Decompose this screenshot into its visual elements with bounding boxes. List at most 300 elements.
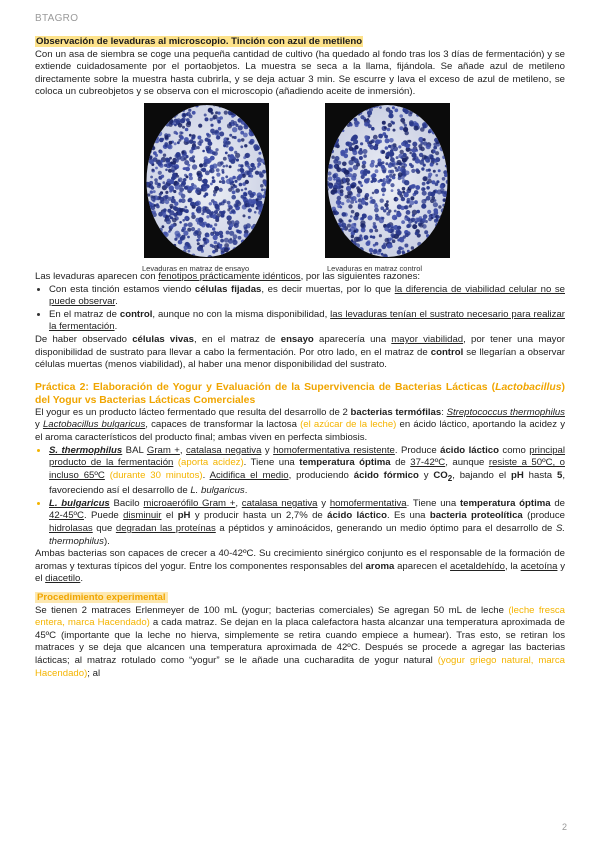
yeast-cell [371, 127, 375, 131]
yeast-cell [258, 152, 261, 155]
yeast-cell [206, 215, 209, 218]
yeast-cell [371, 180, 374, 183]
yeast-cell [209, 224, 212, 227]
yeast-cell [193, 146, 197, 150]
yeast-cell [394, 166, 397, 169]
yeast-cell [347, 224, 351, 228]
yeast-cell [161, 160, 164, 163]
yeast-cell [229, 146, 234, 151]
yeast-cell [436, 163, 439, 166]
yeast-cell [161, 138, 164, 141]
yeast-cell [199, 174, 203, 178]
yeast-cell [349, 123, 352, 126]
yeast-cell [350, 215, 353, 218]
yeast-cell [204, 113, 207, 116]
yeast-cell [398, 172, 403, 177]
yeast-cell [178, 123, 183, 128]
yeast-cell [393, 173, 396, 176]
yeast-cell [232, 190, 236, 194]
yeast-cell [203, 195, 206, 198]
yeast-cell [159, 150, 163, 154]
yeast-cell [382, 193, 385, 196]
yeast-cell [219, 180, 222, 183]
yeast-cell [372, 192, 375, 195]
yeast-cell [359, 156, 363, 160]
yeast-cell [197, 172, 200, 175]
yeast-cell [398, 145, 401, 148]
yeast-cell [360, 142, 363, 145]
yeast-cell [226, 137, 229, 140]
yeast-cell [405, 156, 408, 159]
yeast-cell [197, 242, 200, 245]
yeast-cell [232, 127, 237, 132]
yeast-cell [189, 149, 193, 153]
yeast-cell [178, 191, 182, 195]
yeast-cell [172, 218, 177, 223]
yeast-cell [216, 168, 220, 172]
yeast-cell [240, 164, 243, 167]
yeast-cell [373, 174, 377, 178]
yeast-cell [337, 161, 341, 165]
yeast-cell [346, 142, 350, 146]
yeast-cell [187, 164, 190, 167]
yeast-cell [189, 140, 193, 144]
yeast-cell [415, 158, 420, 163]
yeast-cell [171, 198, 176, 203]
yeast-cell [414, 200, 418, 204]
yeast-cell [260, 195, 263, 198]
yeast-cell [342, 212, 347, 217]
yeast-cell [210, 182, 213, 185]
yeast-cell [410, 164, 414, 168]
yeast-cell [166, 158, 171, 163]
yeast-cell [175, 132, 178, 135]
yeast-cell [373, 135, 378, 140]
subheading: Procedimiento experimental [37, 591, 166, 603]
yeast-cell [383, 180, 387, 184]
paragraph: Las levaduras aparecen con fenotipos prácticamente idénticos, por las siguientes razones: [35, 270, 421, 282]
yeast-cell [402, 169, 406, 173]
yeast-cell [161, 200, 165, 204]
yeast-cell [245, 180, 249, 184]
yeast-cell [214, 241, 218, 245]
yeast-cell [213, 193, 216, 196]
yeast-cell [404, 243, 408, 247]
yeast-cell [211, 112, 214, 115]
yeast-cell [349, 146, 354, 151]
yeast-cell [192, 202, 196, 206]
yeast-cell [384, 135, 388, 139]
yeast-cell [381, 187, 386, 192]
yeast-cell [390, 183, 394, 187]
yeast-cell [212, 227, 215, 230]
yeast-cell [395, 229, 400, 234]
yeast-cell [208, 141, 213, 146]
yeast-cell [422, 182, 426, 186]
yeast-cell [231, 209, 235, 213]
yeast-cell [374, 189, 379, 194]
yeast-cell [232, 136, 235, 139]
yeast-cell [337, 204, 341, 208]
yeast-cell [444, 173, 448, 177]
yeast-cell [243, 156, 246, 159]
yeast-cell [365, 138, 369, 142]
yeast-cell [433, 146, 437, 150]
yeast-cell [427, 210, 431, 214]
figure-caption: Levaduras en matraz control [327, 263, 423, 273]
yeast-cell [196, 200, 201, 205]
yeast-cell [375, 242, 379, 246]
yeast-cell [212, 151, 216, 155]
yeast-cell [150, 190, 153, 193]
yeast-cell [241, 189, 244, 192]
yeast-cell [177, 141, 180, 144]
yeast-cell [345, 148, 348, 151]
yeast-cell [198, 124, 202, 128]
yeast-cell [164, 135, 168, 139]
yeast-cell [175, 184, 180, 189]
yeast-cell [386, 207, 389, 210]
yeast-cell [197, 135, 201, 139]
yeast-cell [414, 126, 419, 131]
yeast-cell [221, 180, 225, 184]
yeast-cell [420, 147, 424, 151]
yeast-cell [442, 177, 446, 181]
yeast-cell [385, 138, 390, 143]
yeast-cell [217, 120, 221, 124]
yeast-cell [348, 219, 351, 222]
yeast-cell [354, 118, 358, 122]
yeast-cell [407, 223, 411, 227]
yeast-cell [197, 141, 201, 145]
yeast-cell [243, 133, 248, 138]
yeast-cell [211, 233, 214, 236]
yeast-cell [219, 244, 222, 247]
yeast-cell [229, 165, 232, 168]
yeast-cell [197, 234, 201, 238]
yeast-cell [223, 199, 227, 203]
yeast-cell [362, 161, 366, 165]
yeast-cell [422, 191, 427, 196]
yeast-cell [375, 139, 380, 144]
yeast-cell [358, 198, 362, 202]
yeast-cell [401, 220, 405, 224]
yeast-cell [172, 173, 176, 177]
yeast-cell [389, 138, 394, 143]
yeast-cell [189, 114, 193, 118]
yeast-cell [204, 156, 208, 160]
yeast-cell [202, 168, 207, 173]
yeast-cell [261, 188, 264, 191]
yeast-cell [179, 199, 182, 202]
yeast-cell [396, 212, 401, 217]
yeast-cell [331, 155, 334, 158]
yeast-cell [346, 199, 350, 203]
yeast-cell [332, 174, 336, 178]
yeast-cell [201, 212, 204, 215]
yeast-cell [415, 232, 419, 236]
yeast-cell [180, 156, 185, 161]
yeast-cell [212, 163, 217, 168]
yeast-cell [189, 157, 194, 162]
yeast-cell [174, 238, 177, 241]
yeast-cell [173, 206, 177, 210]
yeast-cell [389, 110, 393, 114]
yeast-cell [385, 146, 389, 150]
yeast-cell [365, 202, 369, 206]
yeast-cell [164, 142, 168, 146]
yeast-cell [379, 106, 382, 109]
yeast-cell [412, 214, 415, 217]
yeast-cell [400, 206, 404, 210]
yeast-cell [394, 210, 397, 213]
yeast-cell [164, 164, 167, 167]
yeast-cell [411, 246, 414, 249]
yeast-cell [341, 223, 346, 228]
list-item: • En el matraz de control, aunque no con la misma disponibilidad, las levaduras tenían el sustrato necesario para realizar la fermentación. [49, 309, 565, 334]
yeast-cell [348, 229, 351, 232]
yeast-cell [238, 125, 243, 130]
yeast-cell [229, 134, 232, 137]
yeast-cell [217, 161, 222, 166]
yeast-cell [337, 196, 342, 201]
yeast-cell [391, 189, 394, 192]
yeast-cell [425, 159, 428, 162]
yeast-cell [434, 160, 437, 163]
yeast-cell [356, 163, 360, 167]
yeast-cell [386, 223, 391, 228]
yeast-cell [426, 144, 431, 149]
yeast-cell [414, 190, 419, 195]
yeast-cell [358, 205, 363, 210]
yeast-cell [235, 188, 240, 193]
yeast-cell [435, 215, 438, 218]
yeast-cell [180, 235, 185, 240]
yeast-cell [192, 111, 196, 115]
yeast-cell [388, 163, 392, 167]
yeast-cell [428, 175, 432, 179]
yeast-cell [329, 185, 333, 189]
yeast-cell [336, 144, 340, 148]
yeast-cell [390, 170, 394, 174]
yeast-cell [215, 216, 219, 220]
yeast-cell [241, 138, 245, 142]
yeast-cell [184, 137, 189, 142]
yeast-cell [185, 167, 190, 172]
yeast-cell [245, 161, 249, 165]
yeast-cell [251, 199, 256, 204]
yeast-cell [440, 188, 444, 192]
yeast-cell [399, 114, 403, 118]
yeast-cell [366, 241, 371, 246]
yeast-cell [383, 242, 386, 245]
yeast-cell [162, 181, 165, 184]
yeast-cell [226, 215, 231, 220]
yeast-cell [347, 190, 352, 195]
yeast-cell [342, 161, 347, 166]
yeast-cell [231, 186, 234, 189]
yeast-cell [262, 170, 266, 174]
yeast-cell [203, 162, 208, 167]
yeast-cell [415, 168, 419, 172]
yeast-cell [181, 181, 186, 186]
yeast-cell [363, 154, 367, 158]
yeast-cell [187, 236, 190, 239]
yeast-cell [438, 169, 441, 172]
yeast-cell [395, 217, 398, 220]
yeast-cell [155, 167, 158, 170]
yeast-cell [241, 195, 245, 199]
yeast-cell [182, 151, 185, 154]
yeast-cell [404, 124, 407, 127]
yeast-cell [257, 202, 262, 207]
micrograph-control [325, 103, 450, 258]
yeast-cell [238, 236, 242, 240]
yeast-cell [225, 151, 228, 154]
yeast-cell [257, 162, 261, 166]
yeast-cell [336, 200, 341, 205]
yeast-cell [369, 229, 373, 233]
yeast-cell [221, 177, 225, 181]
yeast-cell [153, 151, 157, 155]
yeast-cell [332, 188, 337, 193]
yeast-cell [404, 216, 409, 221]
yeast-cell [173, 190, 176, 193]
yeast-cell [409, 200, 414, 205]
yeast-cell [182, 117, 186, 121]
yeast-cell [192, 164, 197, 169]
yeast-cell [212, 179, 216, 183]
yeast-cell [219, 211, 222, 214]
yeast-cell [209, 212, 213, 216]
yeast-cell [433, 150, 436, 153]
yeast-cell [211, 199, 215, 203]
yeast-cell [163, 214, 166, 217]
yeast-cell [184, 206, 187, 209]
yeast-cell [343, 179, 346, 182]
yeast-cell [228, 204, 231, 207]
yeast-cell [169, 229, 172, 232]
yeast-cell [216, 135, 220, 139]
paragraph: Con un asa de siembra se coge una pequeña cantidad de cultivo (ha quedado al fondo tras los 3 días de fermentación) y se extiende cuidadosamente por el portaobjetos. La muestra se seca a la llama, fijándola. Se añade azul de metileno directamente sobre la muestra hasta cubrirla, y se deja actuar 3 min. Se escurre y lava el exceso de azul de metileno, se coloca un cubreobjetos y se observa con el microscopio (añadiendo aceite de inmersión). [35, 48, 565, 98]
yeast-cell [421, 158, 424, 161]
yeast-cell [194, 230, 198, 234]
yeast-cell [154, 178, 158, 182]
yeast-cell [173, 213, 177, 217]
yeast-cell [243, 224, 247, 228]
paragraph: Ambas bacterias son capaces de crecer a 40-42ºC. Su crecimiento sinérgico conjunto es el responsable de la formación de aromas y texturas típicos del yogur. Entre los componentes responsables del aroma aparecen el acetaldehído, la acetoína y el diacetilo. [35, 548, 566, 585]
yeast-cell [156, 203, 159, 206]
yeast-cell [397, 250, 402, 255]
yeast-cell [409, 152, 412, 155]
yeast-cell [245, 170, 250, 175]
yeast-cell [409, 120, 414, 125]
yeast-cell [358, 181, 362, 185]
yeast-cell [216, 172, 220, 176]
section-title: Observación de levaduras al microscopio. Tinción con azul de metileno [36, 36, 363, 47]
yeast-cell [402, 162, 405, 165]
yeast-cell [235, 153, 240, 158]
yeast-cell [236, 158, 239, 161]
yeast-cell [152, 210, 156, 214]
paragraph: El yogur es un producto lácteo fermentado que resulta del desarrollo de 2 bacterias termófilas: Streptococcus thermophilus y Lactobacillus bulgaricus, capaces de transformar la lactosa (el azúcar de la leche) en ácido láctico, aportando la acidez y el aroma característicos del producto final; ambas viven en perfecta simbiosis. [35, 406, 566, 443]
yeast-cell [353, 139, 358, 144]
yeast-cell [175, 231, 180, 236]
yeast-cell [426, 186, 430, 190]
yeast-cell [356, 229, 359, 232]
yeast-cell [215, 204, 220, 209]
yeast-cell [210, 118, 213, 121]
paragraph: Se tienen 2 matraces Erlenmeyer de 100 mL (yogur; bacterias comerciales) Se agregan 50 mL de leche (leche fresca entera, marca Hacendado) a cada matraz. Se dejan en la placa calefactora hasta alcanzar una temperatura aproximada de 45ºC (importante que la leche no hierva, simplemente se retira cuando empiece a humear). Tras esto, se retiran los matraces y se deja que alcancen una temperatura aproximada de 42ºC. Después se procede a agregar las bacterias lácticas; al matraz rotulado como “yogur” se le añade una cucharadita de yogur natural (yogur griego natural, marca Hacendado); al [35, 604, 566, 679]
yeast-cell [401, 142, 405, 146]
yeast-cell [408, 140, 411, 143]
yeast-cell [378, 249, 381, 252]
yeast-cell [421, 167, 424, 170]
yeast-cell [410, 196, 414, 200]
yeast-cell [227, 201, 231, 205]
yeast-cell [169, 123, 173, 127]
yeast-cell [355, 200, 358, 203]
yeast-cell [389, 178, 392, 181]
yeast-cell [212, 176, 215, 179]
yeast-cell [255, 146, 260, 151]
yeast-cell [367, 120, 370, 123]
yeast-cell [248, 208, 252, 212]
yeast-cell [234, 223, 239, 228]
yeast-cell [214, 223, 217, 226]
yeast-cell [163, 153, 166, 156]
yeast-cell [374, 203, 377, 206]
yeast-cell [225, 175, 228, 178]
yeast-cell [179, 208, 183, 212]
yeast-cell [370, 200, 374, 204]
yeast-cell [369, 140, 373, 144]
figure-caption: Levaduras en matraz de ensayo [142, 263, 250, 273]
yeast-cell [185, 223, 188, 226]
figure-row [35, 103, 565, 271]
yeast-cell [338, 186, 341, 189]
yeast-cell [388, 123, 392, 127]
yeast-cell [424, 199, 427, 202]
yeast-cell [438, 205, 441, 208]
yeast-cell [373, 222, 376, 225]
yeast-cell [244, 187, 247, 190]
yeast-cell [244, 144, 247, 147]
yeast-cell [226, 140, 230, 144]
yeast-cell [354, 145, 358, 149]
yeast-cell [219, 116, 223, 120]
yeast-cell [225, 164, 228, 167]
yeast-cell [430, 155, 433, 158]
yeast-cell [179, 221, 182, 224]
yeast-cell [357, 193, 361, 197]
yeast-cell [360, 115, 364, 119]
yeast-cell [353, 134, 358, 139]
yeast-cell [404, 109, 409, 114]
yeast-cell [390, 245, 393, 248]
list-item: • Con esta tinción estamos viendo células fijadas, es decir muertas, por lo que la diferencia de viabilidad celular no se puede observar. [49, 284, 565, 309]
yeast-cell [347, 182, 350, 185]
yeast-cell [151, 186, 155, 190]
yeast-cell [222, 171, 225, 174]
yeast-cell [220, 239, 224, 243]
section-heading: Práctica 2: Elaboración de Yogur y Evaluación de la Supervivencia de Bacterias Lácticas (Lactobacillus) del Yogur vs Bacterias Lácticas Comerciales [35, 381, 565, 406]
yeast-cell [179, 187, 184, 192]
yeast-cell [404, 205, 408, 209]
micrograph-test [144, 103, 269, 258]
list-item: • S. thermophilus BAL Gram +, catalasa negativa y homofermentativa resistente. Produce ácido láctico como principal producto de la fermentación (aporta acidez). Tiene una temperatura óptima de 37-42ºC, aunque resiste a 50ºC, o incluso 65ºC (durante 30 minutos). Acidifica el medio, produciendo ácido fórmico y $CO_2$, bajando el pH hasta 5, favoreciendo así el desarrollo de L. bulgaricus. [49, 445, 565, 498]
yeast-cell [385, 162, 388, 165]
